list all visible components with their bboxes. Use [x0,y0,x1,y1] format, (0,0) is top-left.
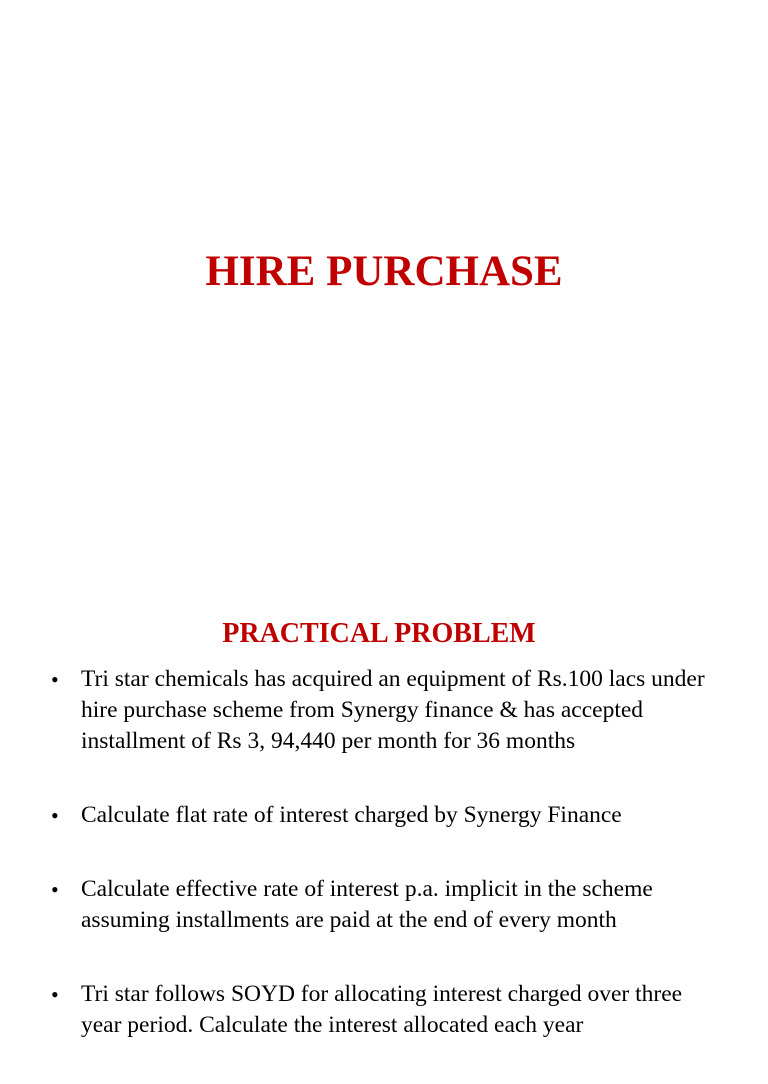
bullet-dot-icon: • [51,803,59,828]
bullet-item-4 [0,979,768,1041]
bullet-item-3 [0,874,768,936]
bullet-dot-icon: • [51,982,59,1007]
bullet-dot-icon: • [51,667,59,692]
bullet-item-1 [0,664,768,757]
bullet-list [0,664,768,1084]
bullet-text-4: Tri star follows SOYD for allocating interest charged over three year period. Calculate the interest allocated each year [81,981,683,1038]
bullet-item-2 [0,800,768,831]
bullet-text-3: Calculate effective rate of interest p.a. implicit in the scheme assuming installments are paid at the end of every month [81,876,653,933]
slide-title: HIRE PURCHASE [205,248,563,295]
bullet-text-1: Tri star chemicals has acquired an equipment of Rs.100 lacs under hire purchase scheme from Synergy finance & has accepted installment of Rs 3, 94,440 per month for 36 months [81,666,705,754]
bullet-text-2: Calculate flat rate of interest charged by Synergy Finance [81,802,622,828]
section-heading: PRACTICAL PROBLEM [222,618,536,649]
bullet-dot-icon: • [51,877,59,902]
